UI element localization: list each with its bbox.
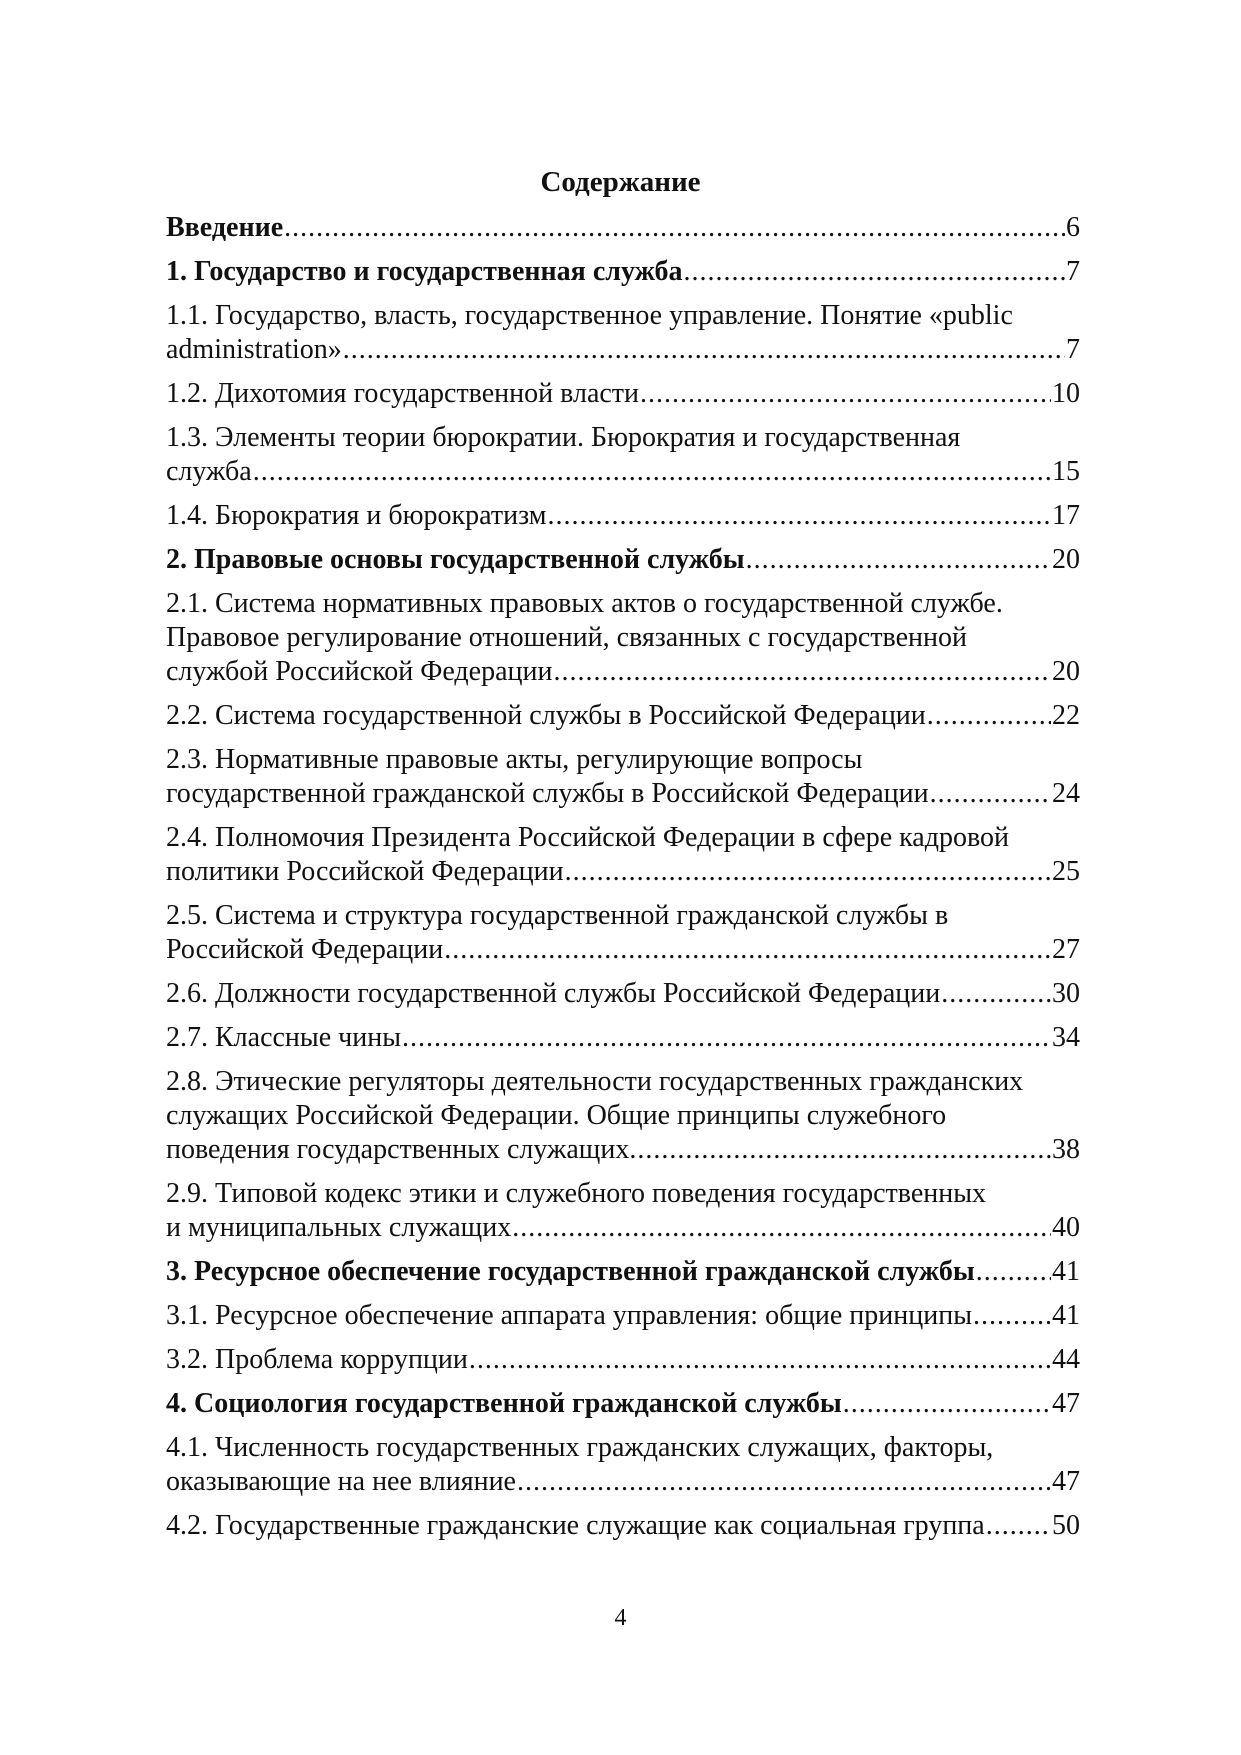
toc-entry-title-line: 2.4. Полномочия Президента Российской Федерации в сфере кадровой bbox=[166, 822, 1009, 853]
dot-leader bbox=[746, 543, 1051, 577]
toc-entry[interactable] bbox=[166, 421, 1080, 489]
toc-entry[interactable] bbox=[166, 699, 1080, 733]
dot-leader bbox=[927, 699, 1051, 733]
toc-entry-title: оказывающие на нее влияние bbox=[166, 1466, 516, 1497]
toc-entry-title-line: 1.3. Элементы теории бюрократии. Бюрократия и государственная bbox=[166, 422, 961, 453]
toc-entry-line bbox=[166, 1133, 1080, 1167]
dot-leader bbox=[640, 377, 1051, 411]
toc-entry-page-number: 50 bbox=[1052, 1510, 1080, 1541]
toc-entry-title: 1.2. Дихотомия государственной власти bbox=[166, 378, 640, 409]
dot-leader bbox=[517, 1465, 1051, 1499]
toc-entry-line bbox=[166, 1299, 1080, 1333]
toc-entry-page-number: 41 bbox=[1052, 1300, 1080, 1331]
page-title: Содержание bbox=[540, 166, 701, 198]
toc-entry-line bbox=[166, 977, 1080, 1011]
toc-entry-title: поведения государственных служащих. bbox=[166, 1134, 637, 1165]
toc-entry-title: служба bbox=[166, 456, 252, 487]
toc-entry-title: 3.2. Проблема коррупции bbox=[166, 1344, 468, 1375]
toc-entry[interactable] bbox=[166, 499, 1080, 533]
toc-entry-title: Российской Федерации bbox=[166, 934, 444, 965]
toc-entry-title: государственной гражданской службы в Российской Федерации bbox=[166, 778, 929, 809]
toc-entry[interactable] bbox=[166, 977, 1080, 1011]
toc-entry-line bbox=[166, 699, 1080, 733]
toc-entry-line bbox=[166, 543, 1080, 577]
toc-entry-title-line: Правовое регулирование отношений, связанных с государственной bbox=[166, 622, 967, 653]
dot-leader bbox=[284, 211, 1065, 245]
dot-leader bbox=[553, 655, 1051, 689]
toc-entry-page-number: 10 bbox=[1052, 378, 1080, 409]
toc-entry-title: administration» bbox=[166, 334, 342, 365]
toc-entry-title: 2. Правовые основы государственной службы bbox=[166, 544, 745, 575]
toc-entry[interactable] bbox=[166, 1177, 1080, 1245]
table-of-contents bbox=[166, 211, 1080, 1553]
toc-entry-page-number: 34 bbox=[1052, 1022, 1080, 1053]
dot-leader bbox=[469, 1343, 1051, 1377]
toc-entry-title: службой Российской Федерации bbox=[166, 656, 553, 687]
toc-entry[interactable] bbox=[166, 743, 1080, 811]
toc-entry-line bbox=[166, 1021, 1080, 1055]
toc-entry-title: 1.4. Бюрократия и бюрократизм bbox=[166, 500, 547, 531]
toc-entry-line bbox=[166, 1387, 1080, 1421]
toc-entry-title: и муниципальных служащих bbox=[166, 1212, 512, 1243]
toc-entry[interactable] bbox=[166, 299, 1080, 367]
dot-leader bbox=[444, 933, 1051, 967]
toc-entry-line bbox=[166, 855, 1080, 889]
toc-entry-line bbox=[166, 499, 1080, 533]
dot-leader bbox=[565, 855, 1051, 889]
toc-entry-title: 3.1. Ресурсное обеспечение аппарата управления: общие принципы bbox=[166, 1300, 973, 1331]
toc-entry-page-number: 44 bbox=[1052, 1344, 1080, 1375]
toc-entry-page-number: 20 bbox=[1052, 544, 1080, 575]
toc-entry[interactable] bbox=[166, 1509, 1080, 1543]
toc-entry-line bbox=[166, 377, 1080, 411]
toc-entry-line bbox=[166, 211, 1080, 245]
toc-entry-title-line: 2.8. Этические регуляторы деятельности государственных гражданских bbox=[166, 1066, 1024, 1097]
toc-entry-page-number: 6 bbox=[1066, 212, 1080, 243]
toc-entry-line bbox=[166, 1255, 1080, 1289]
toc-entry-title-line: 4.1. Численность государственных гражданских служащих, факторы, bbox=[166, 1432, 994, 1463]
toc-entry-line bbox=[166, 777, 1080, 811]
toc-entry[interactable] bbox=[166, 1255, 1080, 1289]
toc-entry-line bbox=[166, 1343, 1080, 1377]
dot-leader bbox=[976, 1255, 1051, 1289]
dot-leader bbox=[547, 499, 1051, 533]
toc-entry-page-number: 47 bbox=[1052, 1466, 1080, 1497]
dot-leader bbox=[402, 1021, 1051, 1055]
toc-entry-line bbox=[166, 1465, 1080, 1499]
toc-entry-page-number: 25 bbox=[1052, 856, 1080, 887]
toc-entry-title: 3. Ресурсное обеспечение государственной гражданской службы bbox=[166, 1256, 975, 1287]
toc-entry-title: 2.6. Должности государственной службы Российской Федерации bbox=[166, 978, 941, 1009]
dot-leader bbox=[684, 255, 1065, 289]
toc-entry-page-number: 24 bbox=[1052, 778, 1080, 809]
toc-entry-page-number: 27 bbox=[1052, 934, 1080, 965]
toc-entry-page-number: 17 bbox=[1052, 500, 1080, 531]
toc-entry-page-number: 30 bbox=[1052, 978, 1080, 1009]
toc-entry-page-number: 15 bbox=[1052, 456, 1080, 487]
toc-entry-title: политики Российской Федерации bbox=[166, 856, 564, 887]
toc-entry-page-number: 41 bbox=[1052, 1256, 1080, 1287]
toc-entry[interactable] bbox=[166, 899, 1080, 967]
toc-entry-line bbox=[166, 1509, 1080, 1543]
toc-entry-page-number: 47 bbox=[1052, 1388, 1080, 1419]
toc-entry[interactable] bbox=[166, 821, 1080, 889]
toc-entry-title: 4. Социология государственной гражданской службы bbox=[166, 1388, 842, 1419]
toc-entry-title-line: 2.3. Нормативные правовые акты, регулирующие вопросы bbox=[166, 744, 863, 775]
toc-entry[interactable] bbox=[166, 543, 1080, 577]
toc-entry[interactable] bbox=[166, 1065, 1080, 1167]
toc-entry-line bbox=[166, 455, 1080, 489]
dot-leader bbox=[930, 777, 1051, 811]
toc-entry[interactable] bbox=[166, 1343, 1080, 1377]
dot-leader bbox=[512, 1211, 1051, 1245]
toc-entry[interactable] bbox=[166, 1299, 1080, 1333]
dot-leader bbox=[637, 1133, 1051, 1167]
toc-entry-title: 4.2. Государственные гражданские служащие как социальная группа bbox=[166, 1510, 985, 1541]
toc-entry-title-line: 2.1. Система нормативных правовых актов о государственной службе. bbox=[166, 588, 1003, 619]
toc-entry-page-number: 20 bbox=[1052, 656, 1080, 687]
toc-entry[interactable] bbox=[166, 211, 1080, 245]
dot-leader bbox=[343, 333, 1065, 367]
dot-leader bbox=[253, 455, 1051, 489]
toc-entry-line bbox=[166, 1211, 1080, 1245]
toc-entry-title: Введение bbox=[166, 212, 284, 243]
toc-entry-title-line: 2.9. Типовой кодекс этики и служебного поведения государственных bbox=[166, 1178, 987, 1209]
toc-entry-line bbox=[166, 255, 1080, 289]
toc-entry-title-line: 2.5. Система и структура государственной гражданской службы в bbox=[166, 900, 949, 931]
toc-entry-title: 1. Государство и государственная служба bbox=[166, 256, 683, 287]
toc-entry-page-number: 38 bbox=[1052, 1134, 1080, 1165]
page-number: 4 bbox=[614, 1605, 627, 1631]
toc-entry[interactable] bbox=[166, 377, 1080, 411]
toc-entry[interactable] bbox=[166, 1021, 1080, 1055]
toc-entry-page-number: 7 bbox=[1066, 256, 1080, 287]
toc-entry-title: 2.7. Классные чины bbox=[166, 1022, 402, 1053]
toc-entry-line bbox=[166, 655, 1080, 689]
toc-entry[interactable] bbox=[166, 587, 1080, 689]
dot-leader bbox=[986, 1509, 1051, 1543]
toc-entry-line bbox=[166, 333, 1080, 367]
toc-entry-page-number: 7 bbox=[1066, 334, 1080, 365]
toc-entry[interactable] bbox=[166, 1387, 1080, 1421]
dot-leader bbox=[941, 977, 1051, 1011]
dot-leader bbox=[843, 1387, 1051, 1421]
toc-entry-title-line: 1.1. Государство, власть, государственное управление. Понятие «public bbox=[166, 300, 1013, 331]
toc-entry-title: 2.2. Система государственной службы в Российской Федерации bbox=[166, 700, 926, 731]
dot-leader bbox=[973, 1299, 1051, 1333]
toc-entry-line bbox=[166, 933, 1080, 967]
toc-entry[interactable] bbox=[166, 1431, 1080, 1499]
toc-entry[interactable] bbox=[166, 255, 1080, 289]
toc-entry-title-line: служащих Российской Федерации. Общие принципы служебного bbox=[166, 1100, 947, 1131]
toc-entry-page-number: 40 bbox=[1052, 1212, 1080, 1243]
toc-entry-page-number: 22 bbox=[1052, 700, 1080, 731]
